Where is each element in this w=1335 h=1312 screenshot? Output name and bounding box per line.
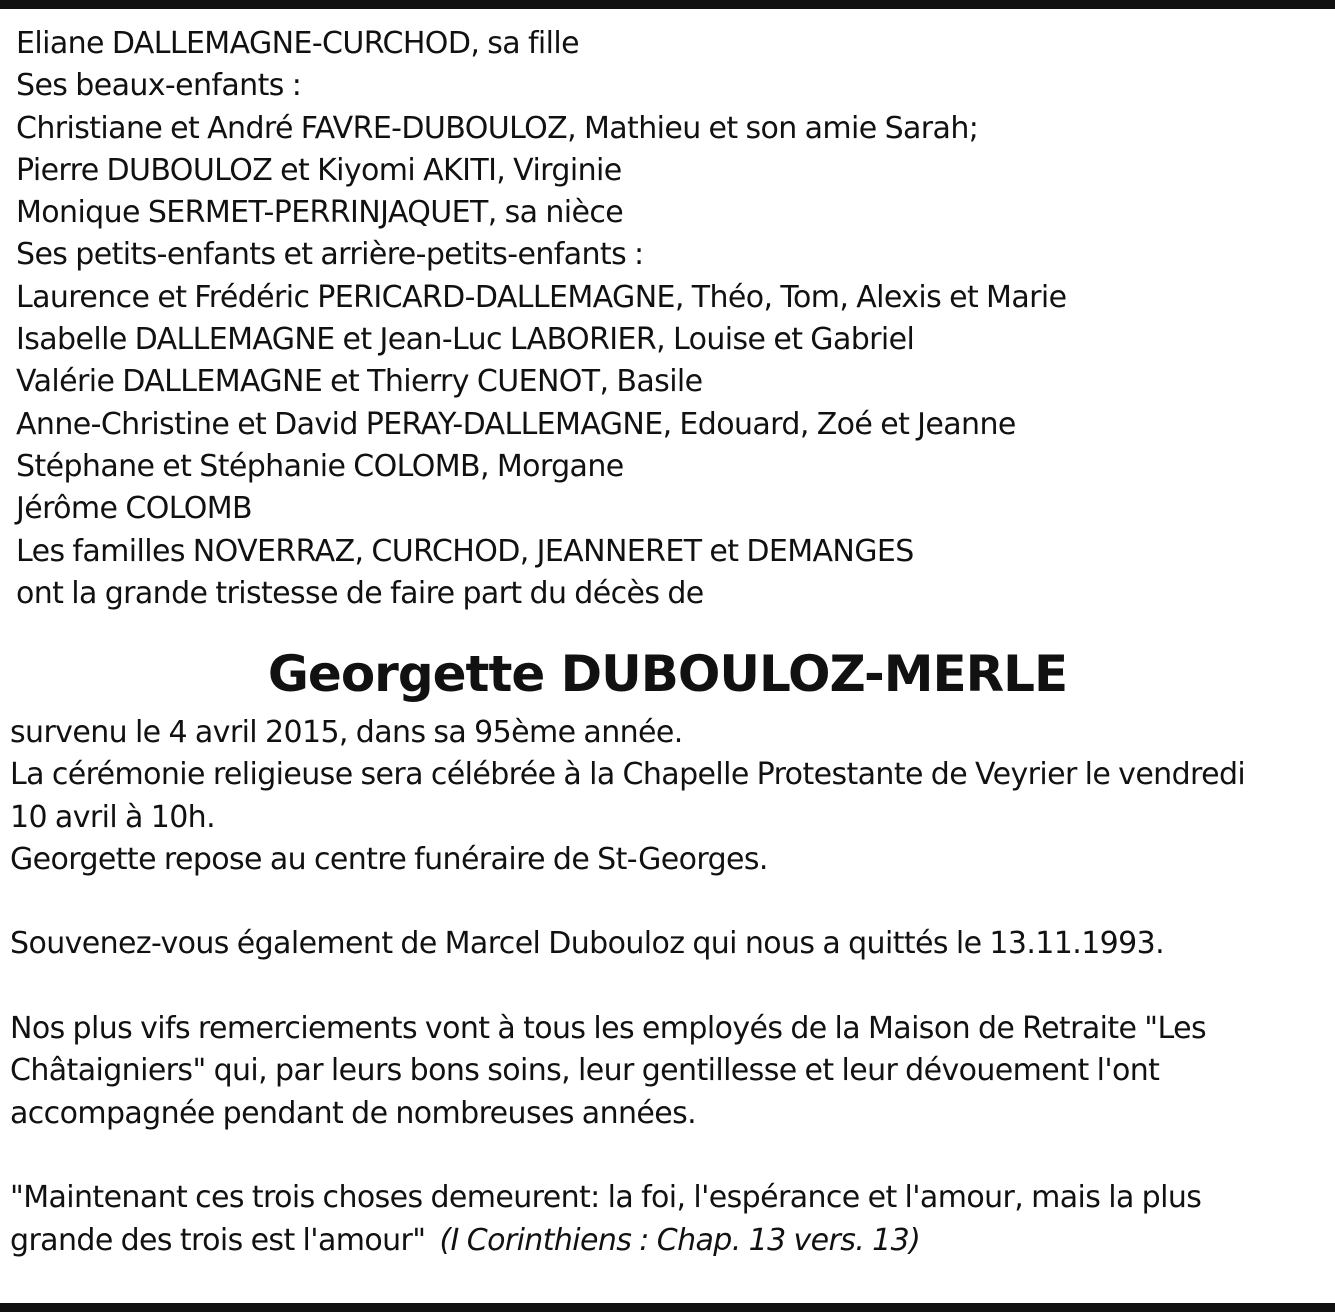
quote-text: grande des trois est l'amour" — [10, 1222, 426, 1258]
family-line: Jérôme COLOMB — [16, 491, 253, 527]
family-line: Monique SERMET-PERRINJAQUET, sa nièce — [16, 195, 624, 231]
thanks-line: accompagnée pendant de nombreuses années. — [10, 1095, 697, 1131]
family-line: Isabelle DALLEMAGNE et Jean-Luc LABORIER, Louise et Gabriel — [16, 322, 915, 358]
family-line: Eliane DALLEMAGNE-CURCHOD, sa fille — [16, 26, 579, 61]
family-line: Christiane et André FAVRE-DUBOULOZ, Mathieu et son amie Sarah; — [16, 110, 979, 146]
funeral-home-line: Georgette repose au centre funéraire de St-Georges. — [10, 841, 768, 877]
family-line: Laurence et Frédéric PERICARD-DALLEMAGNE, Théo, Tom, Alexis et Marie — [16, 279, 1067, 315]
death-date-line: survenu le 4 avril 2015, dans sa 95ème année. — [10, 715, 683, 750]
quote-line: "Maintenant ces trois choses demeurent: la foi, l'espérance et l'amour, mais la plus — [10, 1180, 1202, 1216]
family-line: Les familles NOVERRAZ, CURCHOD, JEANNERET et DEMANGES — [16, 533, 914, 569]
family-line: Pierre DUBOULOZ et Kiyomi AKITI, Virginie — [16, 152, 622, 188]
bible-reference: (I Corinthiens : Chap. 13 vers. 13) — [439, 1222, 921, 1258]
family-list — [16, 23, 1316, 615]
deceased-name: Georgette DUBOULOZ-MERLE — [267, 645, 1068, 703]
family-line: Anne-Christine et David PERAY-DALLEMAGNE, Edouard, Zoé et Jeanne — [16, 406, 1016, 442]
family-line: Valérie DALLEMAGNE et Thierry CUENOT, Basile — [16, 364, 703, 400]
quote-line-2 — [10, 1220, 1330, 1262]
ceremony-time-line: 10 avril à 10h. — [10, 799, 216, 835]
paragraph-spacer — [10, 966, 1330, 1008]
thanks-line: Nos plus vifs remerciements vont à tous les employés de la Maison de Retraite "Les — [10, 1011, 1206, 1047]
family-line: Stéphane et Stéphanie COLOMB, Morgane — [16, 448, 624, 484]
obituary-body — [10, 712, 1330, 1262]
family-line: Ses petits-enfants et arrière-petits-enfants : — [16, 237, 644, 273]
ceremony-line: La cérémonie religieuse sera célébrée à la Chapelle Protestante de Veyrier le vendredi — [10, 757, 1246, 793]
paragraph-spacer — [10, 1135, 1330, 1177]
family-line: Ses beaux-enfants : — [16, 68, 302, 104]
paragraph-spacer — [10, 881, 1330, 923]
remembrance-line: Souvenez-vous également de Marcel Dubouloz qui nous a quittés le 13.11.1993. — [10, 926, 1165, 962]
thanks-line: Châtaigniers" qui, par leurs bons soins, leur gentillesse et leur dévouement l'ont — [10, 1053, 1160, 1089]
top-border-rule — [0, 0, 1335, 9]
announcement-line: ont la grande tristesse de faire part du décès de — [16, 575, 704, 611]
bottom-border-rule — [0, 1303, 1335, 1312]
